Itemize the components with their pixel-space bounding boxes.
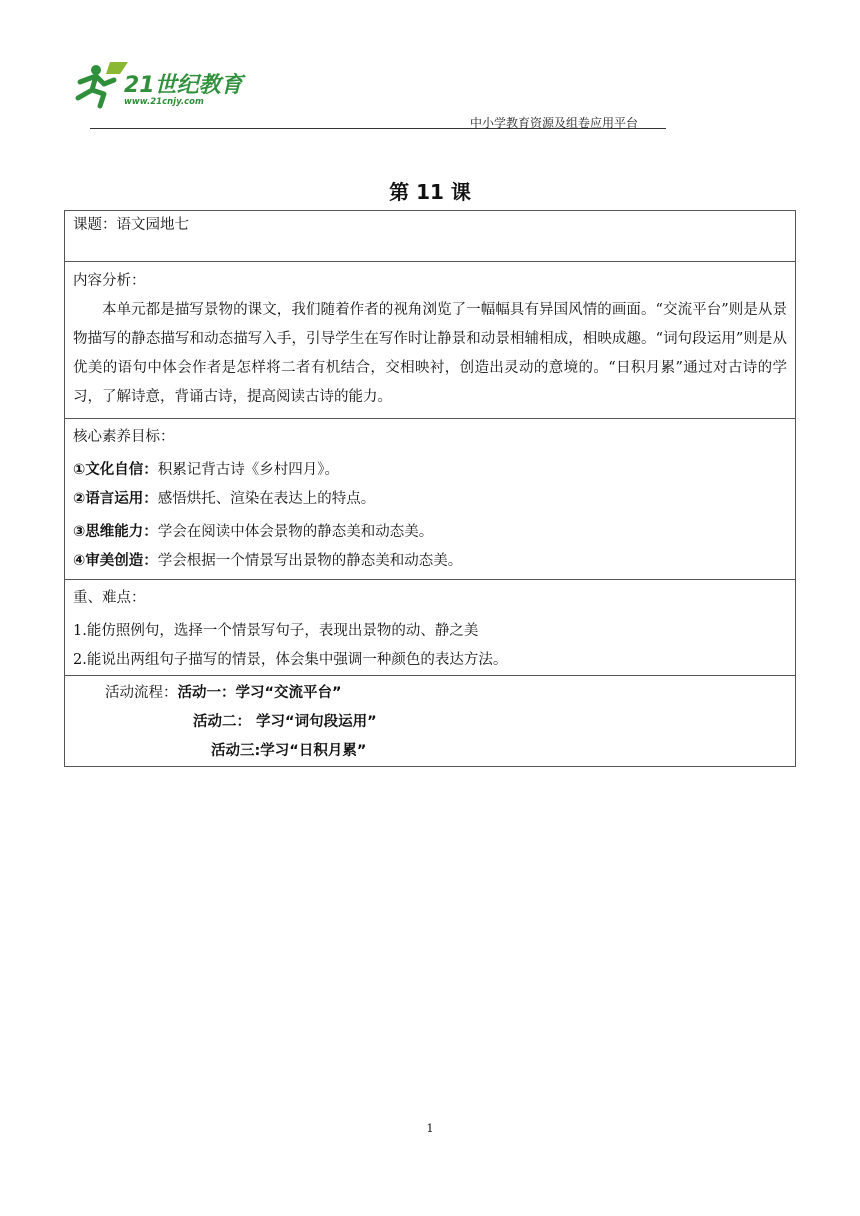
activity-line xyxy=(73,679,787,708)
goal-head: ①文化自信： xyxy=(73,462,158,478)
header-divider xyxy=(90,128,666,129)
goal-head: ④审美创造： xyxy=(73,553,158,569)
platform-name: 中小学教育资源及组卷应用平台 xyxy=(470,116,639,130)
goal-text: 学会在阅读中体会景物的静态美和动态美。 xyxy=(157,524,434,540)
flow-cell xyxy=(65,676,796,767)
page-number: 1 xyxy=(426,1122,434,1135)
analysis-text: 本单元都是描写景物的课文，我们随着作者的视角浏览了一幅幅具有异国风情的画面。“交流平台”则是从景物描写的静态描写和动态描写入手，引导学生在写作时让静景和动景相辅相成，相映成趣。“词句段运用”则是从优美的语句中体会作者是怎样将二者有机结合，交相映衬，创造出灵动的意境的。“日积月累”通过对古诗的学习，了解诗意，背诵古诗，提高阅读古诗的能力。 xyxy=(73,302,787,405)
page-title: 第 11 课 xyxy=(389,180,471,204)
goal-item xyxy=(73,547,787,576)
analysis-row xyxy=(65,262,796,419)
analysis-cell xyxy=(65,262,796,419)
goal-text: 积累记背古诗《乡村四月》。 xyxy=(157,462,340,478)
activity-2: 活动二： 学习“词句段运用” xyxy=(193,714,377,730)
activity-3: 活动三:学习“日积月累” xyxy=(211,743,367,759)
key-points-cell xyxy=(65,580,796,676)
goal-item xyxy=(73,518,787,547)
logo-text: 21世纪教育 xyxy=(124,73,243,98)
analysis-label: 内容分析： xyxy=(73,273,146,289)
topic-row xyxy=(65,211,796,262)
goals-row xyxy=(65,419,796,580)
goals-label: 核心素养目标： xyxy=(73,429,175,445)
key-points-label: 重、难点： xyxy=(73,590,146,606)
key-point: 1.能仿照例句，选择一个情景写句子，表现出景物的动、静之美 xyxy=(73,623,479,639)
key-points-row xyxy=(65,580,796,676)
lesson-plan-table xyxy=(64,210,796,767)
flow-row xyxy=(65,676,796,767)
topic-cell: 课题：语文园地七 xyxy=(65,211,796,262)
goals-cell xyxy=(65,419,796,580)
logo-url: www.21cnjy.com xyxy=(124,97,204,107)
goal-head: ②语言运用： xyxy=(73,491,158,507)
goal-item xyxy=(73,456,787,485)
activity-1: 活动一：学习“交流平台” xyxy=(177,685,342,701)
flow-label: 活动流程： xyxy=(105,685,178,701)
goal-text: 学会根据一个情景写出景物的静态美和动态美。 xyxy=(157,553,463,569)
goal-item xyxy=(73,485,787,514)
site-logo xyxy=(70,60,260,110)
goal-text: 感悟烘托、渲染在表达上的特点。 xyxy=(157,491,376,507)
key-point: 2.能说出两组句子描写的情景，体会集中强调一种颜色的表达方法。 xyxy=(73,652,508,668)
goal-head: ③思维能力： xyxy=(73,524,158,540)
